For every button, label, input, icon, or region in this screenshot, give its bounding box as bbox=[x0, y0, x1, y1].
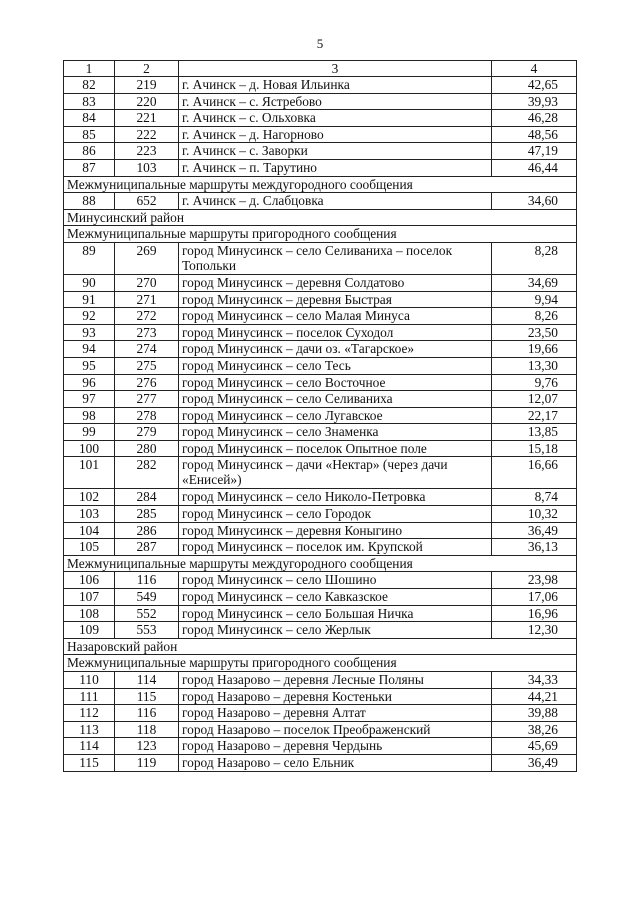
route-code-cell: 279 bbox=[115, 424, 179, 441]
route-code-cell: 123 bbox=[115, 738, 179, 755]
route-name-cell: город Минусинск – деревня Быстрая bbox=[179, 291, 492, 308]
table-row bbox=[64, 242, 577, 274]
row-number-cell: 115 bbox=[64, 754, 115, 771]
section-heading: Межмуниципальные маршруты междугородного сообщения bbox=[64, 555, 577, 572]
section-heading-row bbox=[64, 655, 577, 672]
route-code-cell: 220 bbox=[115, 93, 179, 110]
page-number: 5 bbox=[316, 36, 324, 51]
column-header-number: 1 bbox=[64, 61, 115, 77]
distance-cell: 42,65 bbox=[492, 77, 577, 94]
route-code-cell: 272 bbox=[115, 308, 179, 325]
section-heading: Межмуниципальные маршруты пригородного сообщения bbox=[64, 226, 577, 243]
route-name-cell: город Минусинск – деревня Коныгино bbox=[179, 522, 492, 539]
table-row bbox=[64, 539, 577, 556]
table-row bbox=[64, 357, 577, 374]
route-code-cell: 115 bbox=[115, 688, 179, 705]
distance-cell: 16,96 bbox=[492, 605, 577, 622]
table-row bbox=[64, 341, 577, 358]
route-code-cell: 275 bbox=[115, 357, 179, 374]
section-heading-row bbox=[64, 209, 577, 226]
table-row bbox=[64, 721, 577, 738]
route-code-cell: 271 bbox=[115, 291, 179, 308]
distance-cell: 34,33 bbox=[492, 672, 577, 689]
route-name-cell: г. Ачинск – с. Ольховка bbox=[179, 110, 492, 127]
table-header-row bbox=[64, 61, 577, 77]
table-row bbox=[64, 159, 577, 176]
route-code-cell: 116 bbox=[115, 572, 179, 589]
distance-cell: 22,17 bbox=[492, 407, 577, 424]
table-row bbox=[64, 274, 577, 291]
row-number-cell: 87 bbox=[64, 159, 115, 176]
table-row bbox=[64, 291, 577, 308]
table-row bbox=[64, 126, 577, 143]
distance-cell: 15,18 bbox=[492, 440, 577, 457]
row-number-cell: 103 bbox=[64, 506, 115, 523]
distance-cell: 19,66 bbox=[492, 341, 577, 358]
table-row bbox=[64, 688, 577, 705]
route-name-cell: город Минусинск – село Николо-Петровка bbox=[179, 489, 492, 506]
section-heading-row bbox=[64, 638, 577, 655]
table-row bbox=[64, 407, 577, 424]
table-row bbox=[64, 77, 577, 94]
row-number-cell: 94 bbox=[64, 341, 115, 358]
table-row bbox=[64, 672, 577, 689]
distance-cell: 13,30 bbox=[492, 357, 577, 374]
distance-cell: 46,28 bbox=[492, 110, 577, 127]
route-name-cell: город Минусинск – деревня Солдатово bbox=[179, 274, 492, 291]
table-body bbox=[64, 77, 577, 772]
row-number-cell: 95 bbox=[64, 357, 115, 374]
row-number-cell: 82 bbox=[64, 77, 115, 94]
route-name-cell: город Назарово – село Ельник bbox=[179, 754, 492, 771]
row-number-cell: 104 bbox=[64, 522, 115, 539]
section-heading: Назаровский район bbox=[64, 638, 577, 655]
route-name-cell: город Назарово – деревня Лесные Поляны bbox=[179, 672, 492, 689]
table-row bbox=[64, 374, 577, 391]
distance-cell: 13,85 bbox=[492, 424, 577, 441]
route-name-cell: город Назарово – деревня Чердынь bbox=[179, 738, 492, 755]
route-name-cell: город Минусинск – село Знаменка bbox=[179, 424, 492, 441]
route-name-cell: город Минусинск – село Восточное bbox=[179, 374, 492, 391]
distance-cell: 34,60 bbox=[492, 193, 577, 210]
row-number-cell: 96 bbox=[64, 374, 115, 391]
route-code-cell: 282 bbox=[115, 457, 179, 489]
route-code-cell: 553 bbox=[115, 622, 179, 639]
distance-cell: 16,66 bbox=[492, 457, 577, 489]
route-name-cell: город Минусинск – поселок Суходол bbox=[179, 324, 492, 341]
route-name-cell: город Минусинск – село Селиваниха bbox=[179, 391, 492, 408]
route-name-cell: г. Ачинск – д. Нагорново bbox=[179, 126, 492, 143]
distance-cell: 38,26 bbox=[492, 721, 577, 738]
table-row bbox=[64, 589, 577, 606]
table-row bbox=[64, 622, 577, 639]
route-code-cell: 286 bbox=[115, 522, 179, 539]
row-number-cell: 99 bbox=[64, 424, 115, 441]
row-number-cell: 88 bbox=[64, 193, 115, 210]
table-row bbox=[64, 110, 577, 127]
distance-cell: 8,74 bbox=[492, 489, 577, 506]
row-number-cell: 111 bbox=[64, 688, 115, 705]
row-number-cell: 90 bbox=[64, 274, 115, 291]
row-number-cell: 109 bbox=[64, 622, 115, 639]
route-code-cell: 276 bbox=[115, 374, 179, 391]
section-heading: Межмуниципальные маршруты междугородного сообщения bbox=[64, 176, 577, 193]
route-name-cell: город Минусинск – дачи «Нектар» (через дачи «Енисей») bbox=[179, 457, 492, 489]
row-number-cell: 92 bbox=[64, 308, 115, 325]
row-number-cell: 83 bbox=[64, 93, 115, 110]
route-name-cell: г. Ачинск – с. Заворки bbox=[179, 143, 492, 160]
route-name-cell: г. Ачинск – д. Слабцовка bbox=[179, 193, 492, 210]
distance-cell: 46,44 bbox=[492, 159, 577, 176]
row-number-cell: 107 bbox=[64, 589, 115, 606]
route-name-cell: город Минусинск – село Городок bbox=[179, 506, 492, 523]
route-name-cell: город Минусинск – село Кавказское bbox=[179, 589, 492, 606]
route-code-cell: 552 bbox=[115, 605, 179, 622]
route-name-cell: город Минусинск – село Селиваниха – поселок Топольки bbox=[179, 242, 492, 274]
table-row bbox=[64, 143, 577, 160]
distance-cell: 8,26 bbox=[492, 308, 577, 325]
section-heading-row bbox=[64, 555, 577, 572]
route-name-cell: город Минусинск – село Лугавское bbox=[179, 407, 492, 424]
distance-cell: 39,93 bbox=[492, 93, 577, 110]
routes-table bbox=[63, 60, 577, 772]
route-name-cell: город Минусинск – село Большая Ничка bbox=[179, 605, 492, 622]
table-row bbox=[64, 424, 577, 441]
table-row bbox=[64, 440, 577, 457]
distance-cell: 36,49 bbox=[492, 754, 577, 771]
route-name-cell: город Минусинск – село Малая Минуса bbox=[179, 308, 492, 325]
route-name-cell: город Минусинск – село Тесь bbox=[179, 357, 492, 374]
distance-cell: 47,19 bbox=[492, 143, 577, 160]
route-code-cell: 278 bbox=[115, 407, 179, 424]
distance-cell: 12,30 bbox=[492, 622, 577, 639]
table-row bbox=[64, 754, 577, 771]
route-code-cell: 221 bbox=[115, 110, 179, 127]
route-name-cell: город Минусинск – село Шошино bbox=[179, 572, 492, 589]
table-row bbox=[64, 572, 577, 589]
table-row bbox=[64, 705, 577, 722]
distance-cell: 8,28 bbox=[492, 242, 577, 274]
route-code-cell: 273 bbox=[115, 324, 179, 341]
column-header-code: 2 bbox=[115, 61, 179, 77]
table-row bbox=[64, 324, 577, 341]
row-number-cell: 97 bbox=[64, 391, 115, 408]
distance-cell: 44,21 bbox=[492, 688, 577, 705]
row-number-cell: 110 bbox=[64, 672, 115, 689]
route-name-cell: г. Ачинск – д. Новая Ильинка bbox=[179, 77, 492, 94]
table-row bbox=[64, 391, 577, 408]
route-code-cell: 269 bbox=[115, 242, 179, 274]
distance-cell: 39,88 bbox=[492, 705, 577, 722]
table-row bbox=[64, 522, 577, 539]
route-name-cell: город Минусинск – поселок им. Крупской bbox=[179, 539, 492, 556]
table-row bbox=[64, 506, 577, 523]
table-row bbox=[64, 308, 577, 325]
row-number-cell: 84 bbox=[64, 110, 115, 127]
distance-cell: 36,13 bbox=[492, 539, 577, 556]
distance-cell: 36,49 bbox=[492, 522, 577, 539]
route-code-cell: 116 bbox=[115, 705, 179, 722]
row-number-cell: 98 bbox=[64, 407, 115, 424]
row-number-cell: 112 bbox=[64, 705, 115, 722]
section-heading-row bbox=[64, 176, 577, 193]
route-code-cell: 219 bbox=[115, 77, 179, 94]
distance-cell: 23,50 bbox=[492, 324, 577, 341]
distance-cell: 9,76 bbox=[492, 374, 577, 391]
row-number-cell: 91 bbox=[64, 291, 115, 308]
route-code-cell: 223 bbox=[115, 143, 179, 160]
table-row bbox=[64, 93, 577, 110]
row-number-cell: 100 bbox=[64, 440, 115, 457]
table-row bbox=[64, 193, 577, 210]
route-name-cell: город Минусинск – дачи оз. «Тагарское» bbox=[179, 341, 492, 358]
distance-cell: 34,69 bbox=[492, 274, 577, 291]
route-name-cell: г. Ачинск – с. Ястребово bbox=[179, 93, 492, 110]
route-name-cell: г. Ачинск – п. Тарутино bbox=[179, 159, 492, 176]
distance-cell: 9,94 bbox=[492, 291, 577, 308]
route-name-cell: город Назарово – деревня Костеньки bbox=[179, 688, 492, 705]
route-code-cell: 103 bbox=[115, 159, 179, 176]
table-row bbox=[64, 489, 577, 506]
route-code-cell: 652 bbox=[115, 193, 179, 210]
column-header-route: 3 bbox=[179, 61, 492, 77]
row-number-cell: 102 bbox=[64, 489, 115, 506]
route-code-cell: 222 bbox=[115, 126, 179, 143]
row-number-cell: 113 bbox=[64, 721, 115, 738]
row-number-cell: 106 bbox=[64, 572, 115, 589]
route-code-cell: 277 bbox=[115, 391, 179, 408]
route-name-cell: город Минусинск – поселок Опытное поле bbox=[179, 440, 492, 457]
route-name-cell: город Назарово – поселок Преображенский bbox=[179, 721, 492, 738]
route-code-cell: 287 bbox=[115, 539, 179, 556]
route-code-cell: 549 bbox=[115, 589, 179, 606]
distance-cell: 23,98 bbox=[492, 572, 577, 589]
route-code-cell: 284 bbox=[115, 489, 179, 506]
distance-cell: 12,07 bbox=[492, 391, 577, 408]
row-number-cell: 108 bbox=[64, 605, 115, 622]
row-number-cell: 85 bbox=[64, 126, 115, 143]
section-heading: Межмуниципальные маршруты пригородного сообщения bbox=[64, 655, 577, 672]
route-name-cell: город Минусинск – село Жерлык bbox=[179, 622, 492, 639]
table-row bbox=[64, 605, 577, 622]
row-number-cell: 105 bbox=[64, 539, 115, 556]
route-code-cell: 280 bbox=[115, 440, 179, 457]
route-name-cell: город Назарово – деревня Алтат bbox=[179, 705, 492, 722]
column-header-distance: 4 bbox=[492, 61, 577, 77]
route-code-cell: 285 bbox=[115, 506, 179, 523]
row-number-cell: 101 bbox=[64, 457, 115, 489]
route-code-cell: 114 bbox=[115, 672, 179, 689]
section-heading: Минусинский район bbox=[64, 209, 577, 226]
route-code-cell: 119 bbox=[115, 754, 179, 771]
distance-cell: 17,06 bbox=[492, 589, 577, 606]
distance-cell: 10,32 bbox=[492, 506, 577, 523]
distance-cell: 48,56 bbox=[492, 126, 577, 143]
row-number-cell: 93 bbox=[64, 324, 115, 341]
table-row bbox=[64, 457, 577, 489]
row-number-cell: 114 bbox=[64, 738, 115, 755]
route-code-cell: 274 bbox=[115, 341, 179, 358]
route-code-cell: 118 bbox=[115, 721, 179, 738]
route-code-cell: 270 bbox=[115, 274, 179, 291]
table-row bbox=[64, 738, 577, 755]
section-heading-row bbox=[64, 226, 577, 243]
distance-cell: 45,69 bbox=[492, 738, 577, 755]
row-number-cell: 86 bbox=[64, 143, 115, 160]
row-number-cell: 89 bbox=[64, 242, 115, 274]
